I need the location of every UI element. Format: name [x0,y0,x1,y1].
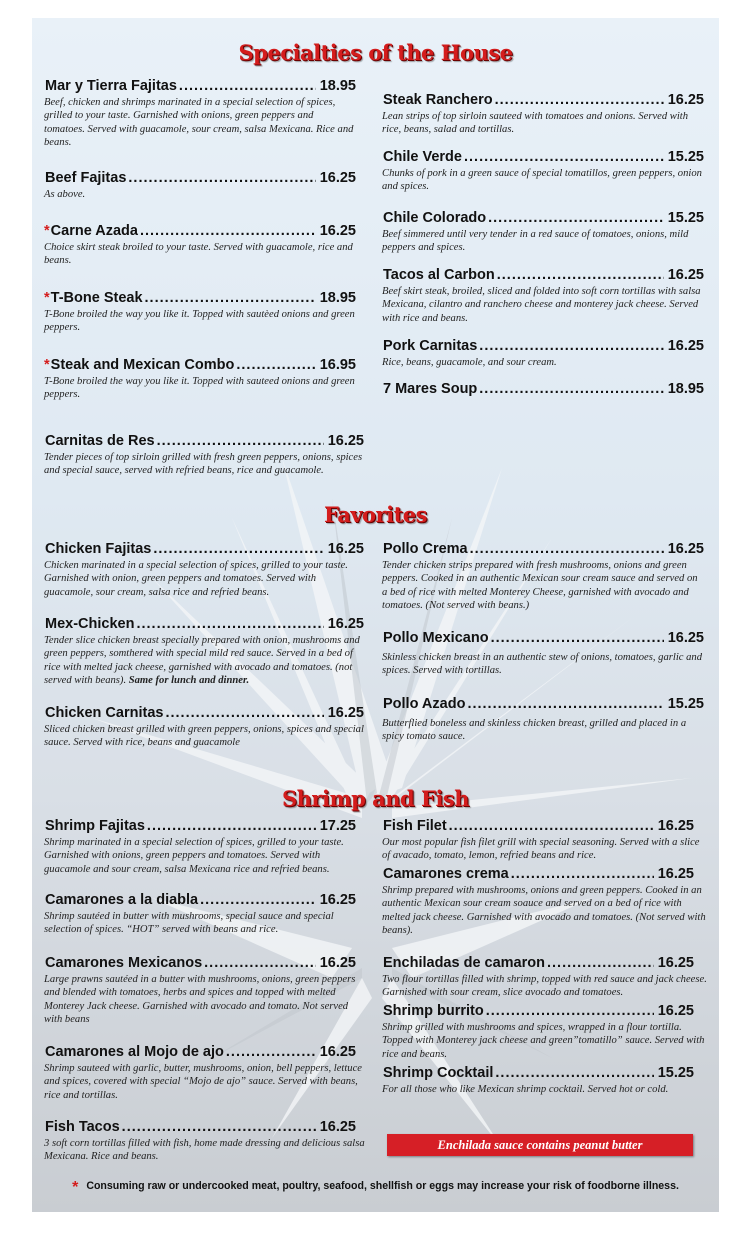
menu-item [44,78,356,149]
item-name: Pollo Crema [383,541,468,557]
menu-item [382,92,704,137]
item-description: For all those who like Mexican shrimp cocktail. Served hot or cold. [382,1084,669,1095]
item-price: 16.25 [667,630,704,646]
item-price: 18.95 [319,78,356,94]
item-name: Pollo Azado [383,696,466,712]
item-description: Two flour tortillas filled with shrimp, topped with red sauce and jack cheese. Garnished with sour cream, slice avocado and tomatoes. [382,974,707,999]
item-description: Shrimp sauteed with garlic, butter, mushrooms, onion, bell peppers, lettuce and spices, covered with special “Mojo de ajo” sauce. Served with beans, rice and tortillas. [44,1063,362,1101]
item-name: Carne Azada [50,223,138,239]
item-price: 15.25 [667,696,704,712]
item-description: Tender pieces of top sirloin grilled with fresh green peppers, onions, spices and special sauce, served with refried beans, rice and guacamole. [44,452,363,477]
item-name: Tacos al Carbon [383,267,495,283]
item-price: 18.95 [667,381,704,397]
menu-item [382,1065,707,1096]
notice-text: Consuming raw or undercooked meat, poultry, seafood, shellfish or eggs may increase your risk of foodborne illness. [86,1180,679,1192]
item-description: Tender slice chicken breast specially prepared with onion, mushrooms and green peppers, somthered with special mild red sauce. Served in a bed of rice with melted jack cheese, garnished with avocado and tomatoes. (not served with beans). Same for lunch and dinner. [44,635,360,686]
item-name: Camarones al Mojo de ajo [45,1044,224,1060]
item-name: Mar y Tierra Fajitas [45,78,177,94]
item-price: 16.25 [667,267,704,283]
menu-item: * Steak and Mexican Combo ..... 16.95 T-Bone broiled the way you like it. Topped with sauteed onions and green peppers. [44,357,364,402]
item-description: Butterflied boneless and skinless chicken breast, grilled and placed in a spicy tomato sauce. [382,718,687,743]
menu-item [44,541,364,599]
item-name: Shrimp Fajitas [45,818,145,834]
menu-item [382,381,704,398]
item-price: 16.25 [319,1044,356,1060]
item-description: Rice, beans, guacamole, and sour cream. [382,357,557,368]
item-name: Chile Verde [383,149,462,165]
item-description: As above. [44,189,86,200]
item-description: Chunks of pork in a green sauce of special tomatillos, green peppers, onion and spices. [382,168,702,193]
menu-item [382,630,704,678]
item-description: 3 soft corn tortillas filled with fish, home made dressing and delicious salsa Mexicana. Rice and beans. [44,1138,365,1163]
item-name: Shrimp Cocktail [383,1065,494,1081]
item-description: T-Bone broiled the way you like it. Topped with sauteed onions and green peppers. [44,376,355,401]
item-name: Camarones Mexicanos [45,955,203,971]
item-price: 18.95 [319,290,356,306]
item-name: Chicken Fajitas [45,541,152,557]
menu-item [44,705,364,750]
foodborne-illness-notice [32,1179,719,1197]
item-description: Large prawns sautéed in a butter with mushrooms, onions, green peppers and blended with tomatoes, herbs and spices and topped with melted Monterey Jack cheese. Garnished with avocado and tomato. Not served with beans [44,974,356,1025]
menu-item [44,1119,369,1164]
menu-item [382,338,704,369]
item-price: 16.25 [319,170,356,186]
item-name: Fish Filet [383,818,447,834]
item-price: 17.25 [319,818,356,834]
item-description: Shrimp prepared with mushrooms, onions and green peppers. Cooked in an authentic Mexican sour cream soauce and served on a bed of rice with melted jack cheese. Garnished with avocado and tomatoes. (Not served with beans). [382,885,706,936]
menu-item [382,955,707,1000]
item-name: Fish Tacos [45,1119,120,1135]
menu-item [382,210,704,255]
item-description: Choice skirt steak broiled to your taste. Served with guacamole, rice and beans. [44,242,353,267]
item-description: Shrimp sautéed in butter with mushrooms, special sauce and special selection of spices. “HOT” served with beans and rice. [44,911,334,936]
item-description: Shrimp marinated in a special selection of spices, grilled to your taste. Garnished with onions, green peppers and tomatoes. Served with guacamole and sour cream, salsa Mexicana rice and refried beans. [44,837,344,875]
item-name: Steak Ranchero [383,92,493,108]
item-description: Beef simmered until very tender in a red sauce of tomatoes, onions, mild peppers and spices. [382,229,689,254]
item-price: 16.25 [327,705,364,721]
asterisk-icon: * [72,1179,79,1196]
menu-item [44,892,364,937]
item-price: 16.25 [667,338,704,354]
item-description: T-Bone broiled the way you like it. Topped with sautèed onions and green peppers. [44,309,355,334]
item-name: Chicken Carnitas [45,705,164,721]
item-description: Tender chicken strips prepared with fresh mushrooms, onions and green peppers. Cooked in an authentic Mexican sour cream sauce and served on a bed of rice with melted Monterey Cheese, garnished with avocado and tomatoes. (Not served with beans.) [382,560,698,611]
menu-item [44,955,364,1026]
item-price: 15.25 [667,149,704,165]
item-name: T-Bone Steak [50,290,143,306]
menu-item: * Carne Azada ..... 16.25 Choice skirt steak broiled to your taste. Served with guacamole, rice and beans. [44,223,364,268]
allergen-banner: Enchilada sauce contains peanut butter [387,1134,693,1156]
menu-item [382,696,704,744]
item-name: Chile Colorado [383,210,487,226]
menu-item [44,170,356,201]
item-description: Lean strips of top sirloin sauteed with tomatoes and onions. Served with rice, beans, salad and tortillas. [382,111,689,136]
item-price: 16.25 [319,955,356,971]
menu-item [382,541,704,612]
menu-item [44,1044,364,1102]
menu-item [382,149,704,194]
item-name: Steak and Mexican Combo [50,357,235,373]
item-price: 16.25 [667,541,704,557]
menu-item [44,433,369,478]
item-name: Enchiladas de camaron [383,955,545,971]
item-description: Beef, chicken and shrimps marinated in a special selection of spices, grilled to your taste. Garnished with onions, green peppers and tomatoes. Served with guacamole, sour cream, salsa Mexicana. Rice and beans. [44,97,354,148]
item-price: 16.25 [667,92,704,108]
item-name: Carnitas de Res [45,433,155,449]
item-name: Pollo Mexicano [383,630,489,646]
item-name: 7 Mares Soup [383,381,478,397]
heading-specialties: Specialties of the House [238,40,513,65]
heading-shrimp-fish: Shrimp and Fish [281,786,470,811]
item-price: 16.95 [319,357,356,373]
item-name: Mex-Chicken [45,616,135,632]
item-description: Chicken marinated in a special selection of spices, grilled to your taste. Garnished with onion, green peppers and tomatoes. Served with guacamole, sour cream, salsa rice and refried beans. [44,560,348,598]
item-name: Pork Carnitas [383,338,478,354]
item-name: Shrimp burrito [383,1003,484,1019]
item-description: Our most popular fish filet grill with special seasoning. Served with a slice of avacado, tomato, lemon, refried beans and rice. [382,837,700,862]
item-description: Skinless chicken breast in an authentic stew of onions, tomatoes, garlic and spices. Served with tortillas. [382,652,703,677]
item-name: Beef Fajitas [45,170,127,186]
item-description: Beef skirt steak, broiled, sliced and folded into soft corn tortillas with salsa Mexicana, cilantro and ranchero cheese and monterey jack cheese. Served with rice and beans. [382,286,701,324]
item-price: 16.25 [319,892,356,908]
item-price: 16.25 [327,433,364,449]
item-price: 16.25 [657,1003,694,1019]
item-price: 16.25 [319,1119,356,1135]
menu-item: * T-Bone Steak ..... 18.95 T-Bone broiled the way you like it. Topped with sautèed onions and green peppers. [44,290,364,335]
item-description: Shrimp grilled with mushrooms and spices, wrapped in a flour tortilla. Topped with Monterey jack cheese and green”tomatillo” sauce. Served with rice and beans. [382,1022,705,1060]
menu-item [382,1003,707,1061]
menu-item [44,616,364,687]
menu-item [382,818,707,863]
item-price: 15.25 [667,210,704,226]
menu-item [44,818,364,876]
menu-item [382,866,707,937]
menu-item [382,267,704,325]
item-description: Sliced chicken breast grilled with green peppers, onions, spices and special sauce. Served with rice, beans and guacamole [44,724,364,749]
menu-page [32,18,719,1212]
item-price: 16.25 [657,866,694,882]
item-price: 16.25 [657,955,694,971]
item-price: 16.25 [319,223,356,239]
item-price: 16.25 [657,818,694,834]
item-name: Camarones a la diabla [45,892,199,908]
heading-favorites: Favorites [323,502,427,527]
item-price: 16.25 [327,616,364,632]
item-name: Camarones crema [383,866,509,882]
item-price: 16.25 [327,541,364,557]
item-price: 15.25 [657,1065,694,1081]
